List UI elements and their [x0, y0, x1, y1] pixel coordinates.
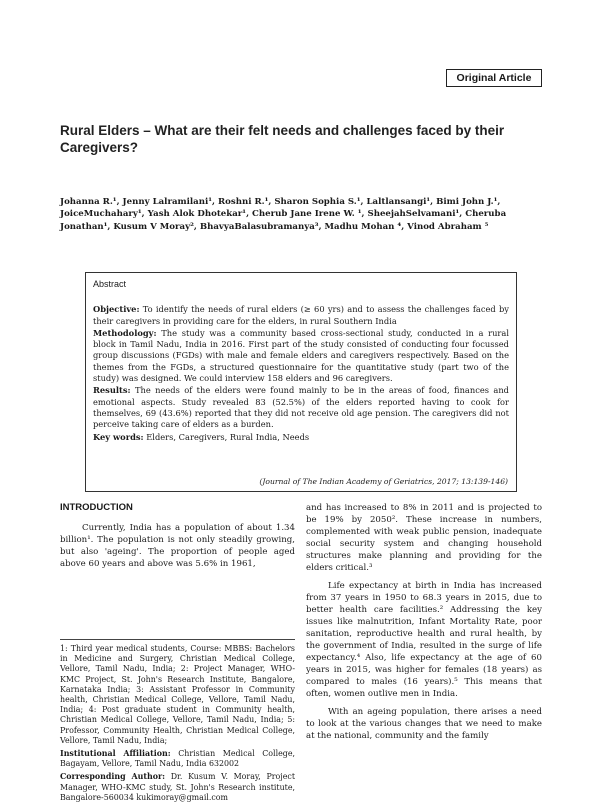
keywords-text: Elders, Caregivers, Rural India, Needs [143, 431, 310, 442]
abstract-keywords [93, 432, 509, 443]
abstract-methodology [93, 328, 509, 384]
intro-paragraph-1: Currently, India has a population of about 1.34 billion¹. The population is not only steadily growing, but also 'ageing'. The proportion of people aged above 60 years and above was 5.6% in 1961, [60, 523, 295, 569]
results-label: Results: [93, 385, 131, 396]
abstract-results [93, 385, 509, 430]
author-list: Johanna R.¹, Jenny Lalramilani¹, Roshni R.¹, Sharon Sophia S.¹, Laltlansangi¹, Bimi John J.¹, JoiceMuchahary¹, Yash Alok Dhotekar¹, Cherub Jane Irene W. ¹, SheejahSelvamani¹, Cheruba Jonathan¹, Kusum V Moray², BhavyaBalasubramanya³, Madhu Mohan ⁴, Vinod Abraham ⁵ [60, 197, 507, 232]
right-paragraph-1: and has increased to 8% in 2011 and is projected to be 19% by 2050². These increase in numbers, complemented with weak public pension, inadequate social security system and changing household structures make planning and providing for the elders critical.³ [306, 503, 542, 573]
right-paragraph-2: Life expectancy at birth in India has increased from 37 years in 1950 to 68.3 years in 2015, due to better health care facilities.² Addressing the key issues like malnutrition, Infant Mortality Rate, poor sanitation, reproductive health and rural health, by the government of India, resulted in the surge of life expectancy.⁴ Also, life expectancy at the age of 60 years in 2015, was higher for females (18 years) as compared to males (16 years).⁵ This means that often, women outlive men in India. [306, 581, 542, 699]
methodology-text: The study was a community based cross-sectional study, conducted in a rural block in Tamil Nadu, India in 2016. First part of the study consisted of conducting four focussed group discussions (FGDs) with male and female elders and caregivers respectively. Based on the themes from the FGDs, a structured questionnaire for the quantitative study (part two of the study) was designed. We could interview 158 elders and 96 caregivers. [93, 327, 509, 384]
results-text: The needs of the elders were found mainly to be in the areas of food, finances and emotional aspects. Study revealed 83 (52.5%) of the elders reported having to cook for themselves, 69 (43.6%) reported that they did not receive old age pension. The caregivers did not perceive taking care of elders as a burden. [93, 385, 509, 430]
footnote-institution [60, 749, 295, 769]
footnotes [60, 639, 295, 806]
institution-text: Christian Medical College, Bagayam, Vellore, Tamil Nadu, India 632002 [60, 749, 295, 769]
article-title: Rural Elders – What are their felt needs and challenges faced by their Caregivers? [60, 123, 505, 155]
abstract-objective [93, 304, 509, 327]
article-type-badge: Original Article [446, 69, 542, 87]
methodology-label: Methodology: [93, 327, 157, 338]
journal-citation: (Journal of The Indian Academy of Geriatrics, 2017; 13:139-146) [259, 476, 508, 486]
footnote-affiliations: 1: Third year medical students, Course: MBBS: Bachelors in Medicine and Surgery, Christian Medical College, Vellore, Tamil Nadu, India; 2: Project Manager, WHO-KMC Project, St. John's Research Institute, Bangalore, Karnataka India; 3: Assistant Professor in Community health, Christian Medical College, Vellore, Tamil Nadu, India; 4: Post graduate student in Community health, Christian Medical College, Vellore, Tamil Nadu, India; 5: Professor, Community Health, Christian Medical College, Vellore, Tamil Nadu, India; [60, 644, 295, 745]
abstract-heading: Abstract [93, 279, 127, 289]
corresponding-text: Dr. Kusum V. Moray, Project Manager, WHO-KMC study, St. John's Research institute, Bangalore-560034 kukimoray@gmail.com [60, 772, 295, 802]
keywords-label: Key words: [93, 431, 144, 442]
left-column [60, 502, 295, 576]
footnote-corresponding [60, 772, 295, 803]
right-column [306, 502, 542, 748]
abstract-box [85, 272, 517, 492]
right-paragraph-3: With an ageing population, there arises a need to look at the various changes that we need to make at the national, community and the family [306, 707, 542, 741]
introduction-heading: INTRODUCTION [60, 502, 133, 513]
institution-label: Institutional Affiliation: [60, 749, 171, 759]
corresponding-label: Corresponding Author: [60, 772, 166, 782]
objective-label: Objective: [93, 304, 140, 315]
objective-text: To identify the needs of rural elders (≥ 60 yrs) and to assess the challenges faced by their caregivers in providing care for the elders, in rural Southern India [93, 304, 509, 326]
